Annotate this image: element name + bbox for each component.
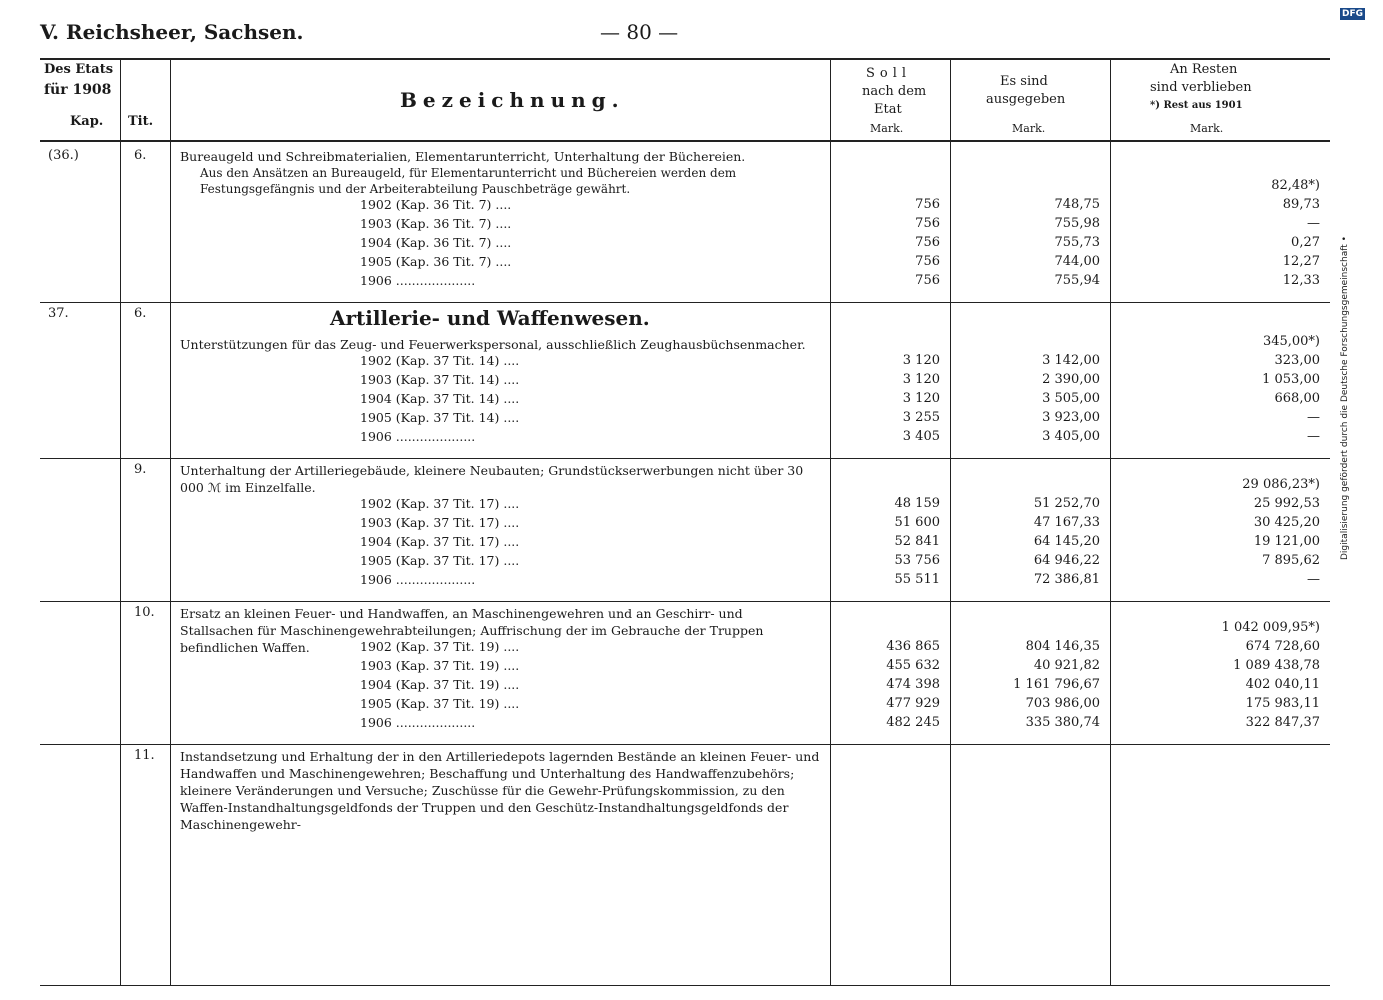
running-head-title: V. Reichsheer, Sachsen. (40, 20, 304, 44)
row-note: Aus den Ansätzen an Bureaugeld, für Elementarunterricht und Büchereien werden dem Festungsgefängnis und der Arbeiterabteilung Pauschbeträge gewährt. (200, 166, 737, 196)
ausgegeben-value: 3 405,00 (1042, 429, 1100, 444)
year-label: 1906 .................... (360, 273, 476, 288)
rest-value: 1 089 438,78 (1233, 658, 1320, 673)
row-description: Unterstützungen für das Zeug- und Feuerwerkspersonal, ausschließlich Zeughausbüchsenmacher. (180, 337, 806, 352)
year-label: 1902 (Kap. 36 Tit. 7) .... (360, 197, 512, 212)
rest-value: 668,00 (1274, 391, 1320, 406)
col-sep-3 (830, 58, 831, 985)
year-label: 1902 (Kap. 37 Tit. 19) .... (360, 639, 520, 654)
ausgegeben-value: 1 161 796,67 (1013, 677, 1100, 692)
rest-carryover: 345,00*) (1262, 334, 1320, 349)
col-sep-4 (950, 58, 951, 985)
year-label: 1904 (Kap. 37 Tit. 17) .... (360, 534, 520, 549)
rest-value: 323,00 (1274, 353, 1320, 368)
ausgegeben-value: 64 145,20 (1033, 534, 1100, 549)
row-kap: (36.) (48, 148, 79, 163)
rest-value: 674 728,60 (1245, 639, 1320, 654)
soll-value: 3 120 (902, 353, 940, 368)
rest-value: — (1307, 216, 1320, 231)
header-mark-4: Mark. (870, 122, 904, 135)
ausgegeben-value: 3 505,00 (1042, 391, 1100, 406)
soll-value: 474 398 (886, 677, 940, 692)
soll-value: 756 (915, 254, 940, 269)
header-fuer-1908: für 1908 (44, 82, 112, 98)
header-nach-dem: nach dem (862, 84, 927, 99)
soll-value: 3 255 (902, 410, 940, 425)
header-kap: Kap. (70, 114, 104, 129)
row-tit: 9. (134, 462, 147, 477)
section-heading: Artillerie- und Waffenwesen. (330, 306, 650, 330)
rest-carryover: 1 042 009,95*) (1221, 620, 1320, 635)
rest-carryover: 82,48*) (1271, 178, 1320, 193)
funding-note: Digitalisierung gefördert durch die Deutsche Forschungsgemeinschaft • (1340, 236, 1350, 560)
col-sep-5 (1110, 58, 1111, 985)
ausgegeben-value: 51 252,70 (1033, 496, 1100, 511)
header-bezeichnung: Bezeichnung. (400, 88, 625, 112)
header-an-resten: An Resten (1170, 62, 1238, 77)
rest-value: 30 425,20 (1253, 515, 1320, 530)
year-label: 1902 (Kap. 37 Tit. 14) .... (360, 353, 520, 368)
row-description: Instandsetzung und Erhaltung der in den Artilleriedepots lagernden Bestände an kleinen Feuer- und Handwaffen und Maschinengewehren; Beschaffung und Unterhaltung des Handwaffenzubehörs; kleinere Veränderungen und Versuche; Zuschüsse für die Gewehr-Prüfungskommission, zu den Waffen-Instandhaltungsgeldfonds der Truppen und den Geschütz-Instandhaltungsgeldfonds der Maschinengewehr- (180, 749, 820, 832)
row-tit: 11. (134, 748, 155, 763)
dfg-logo: DFG (1342, 9, 1364, 19)
soll-value: 756 (915, 197, 940, 212)
header-mark-6: Mark. (1190, 122, 1224, 135)
ausgegeben-value: 335 380,74 (1025, 715, 1100, 730)
soll-value: 455 632 (886, 658, 940, 673)
rest-value: 0,27 (1291, 235, 1320, 250)
col-sep-1 (120, 58, 121, 985)
year-label: 1904 (Kap. 36 Tit. 7) .... (360, 235, 512, 250)
soll-value: 477 929 (886, 696, 940, 711)
header-des-etats: Des Etats (44, 62, 114, 77)
soll-value: 3 405 (902, 429, 940, 444)
ausgegeben-value: 703 986,00 (1025, 696, 1100, 711)
soll-value: 55 511 (894, 572, 940, 587)
rest-value: 12,27 (1282, 254, 1320, 269)
ausgegeben-value: 3 923,00 (1042, 410, 1100, 425)
year-label: 1903 (Kap. 37 Tit. 17) .... (360, 515, 520, 530)
row-description: Bureaugeld und Schreibmaterialien, Elementarunterricht, Unterhaltung der Büchereien. (180, 149, 746, 164)
year-label: 1905 (Kap. 37 Tit. 17) .... (360, 553, 520, 568)
soll-value: 3 120 (902, 391, 940, 406)
soll-value: 48 159 (894, 496, 940, 511)
soll-value: 756 (915, 273, 940, 288)
rest-carryover: 29 086,23*) (1242, 477, 1320, 492)
top-rule (40, 58, 1330, 60)
header-es-sind: Es sind (1000, 74, 1048, 89)
row-description: Ersatz an kleinen Feuer- und Handwaffen, an Maschinengewehren und an Geschirr- und Stallsachen für Maschinengewehrabteilungen; Auffrischung der im Gebrauche der Truppen befindlichen Waffen. (180, 606, 764, 655)
rest-value: 322 847,37 (1245, 715, 1320, 730)
col-sep-2 (170, 58, 171, 985)
page-number: — 80 — (600, 20, 679, 44)
rest-value: — (1307, 429, 1320, 444)
year-label: 1905 (Kap. 37 Tit. 19) .... (360, 696, 520, 711)
row-kap: 37. (48, 306, 69, 321)
year-label: 1904 (Kap. 37 Tit. 14) .... (360, 391, 520, 406)
rest-value: 12,33 (1282, 273, 1320, 288)
row-tit: 10. (134, 605, 155, 620)
rest-value: 1 053,00 (1262, 372, 1320, 387)
year-label: 1906 .................... (360, 572, 476, 587)
row-divider (40, 302, 1330, 303)
ausgegeben-value: 755,98 (1054, 216, 1100, 231)
soll-value: 52 841 (894, 534, 940, 549)
ausgegeben-value: 755,94 (1054, 273, 1100, 288)
rest-value: 89,73 (1282, 197, 1320, 212)
ausgegeben-value: 2 390,00 (1042, 372, 1100, 387)
ausgegeben-value: 47 167,33 (1033, 515, 1100, 530)
soll-value: 51 600 (894, 515, 940, 530)
bottom-rule (40, 985, 1330, 986)
ausgegeben-value: 3 142,00 (1042, 353, 1100, 368)
header-bottom-rule (40, 140, 1330, 142)
ausgegeben-value: 755,73 (1054, 235, 1100, 250)
ausgegeben-value: 72 386,81 (1033, 572, 1100, 587)
soll-value: 436 865 (886, 639, 940, 654)
rest-value: 25 992,53 (1253, 496, 1320, 511)
ausgegeben-value: 40 921,82 (1033, 658, 1100, 673)
soll-value: 482 245 (886, 715, 940, 730)
year-label: 1905 (Kap. 37 Tit. 14) .... (360, 410, 520, 425)
soll-value: 3 120 (902, 372, 940, 387)
ausgegeben-value: 748,75 (1054, 197, 1100, 212)
row-divider (40, 458, 1330, 459)
header-soll: Soll (866, 66, 912, 81)
row-description: Unterhaltung der Artilleriegebäude, kleinere Neubauten; Grundstückserwerbungen nicht über 30 000 ℳ im Einzelfalle. (180, 463, 804, 495)
soll-value: 756 (915, 235, 940, 250)
year-label: 1906 .................... (360, 715, 476, 730)
rest-value: 19 121,00 (1253, 534, 1320, 549)
header-mark-5: Mark. (1012, 122, 1046, 135)
header-ausgegeben: ausgegeben (986, 92, 1066, 107)
header-etat: Etat (874, 102, 902, 117)
rest-value: — (1307, 410, 1320, 425)
year-label: 1906 .................... (360, 429, 476, 444)
soll-value: 53 756 (894, 553, 940, 568)
soll-value: 756 (915, 216, 940, 231)
year-label: 1905 (Kap. 36 Tit. 7) .... (360, 254, 512, 269)
rest-value: 175 983,11 (1245, 696, 1320, 711)
rest-value: — (1307, 572, 1320, 587)
rest-value: 7 895,62 (1262, 553, 1320, 568)
header-sind-verblieben: sind verblieben (1150, 80, 1252, 95)
row-tit: 6. (134, 306, 147, 321)
header-rest-note: *) Rest aus 1901 (1150, 100, 1243, 111)
year-label: 1903 (Kap. 37 Tit. 14) .... (360, 372, 520, 387)
year-label: 1903 (Kap. 37 Tit. 19) .... (360, 658, 520, 673)
header-tit: Tit. (128, 114, 154, 129)
year-label: 1904 (Kap. 37 Tit. 19) .... (360, 677, 520, 692)
row-divider (40, 601, 1330, 602)
year-label: 1902 (Kap. 37 Tit. 17) .... (360, 496, 520, 511)
ausgegeben-value: 64 946,22 (1033, 553, 1100, 568)
rest-value: 402 040,11 (1245, 677, 1320, 692)
row-tit: 6. (134, 148, 147, 163)
ausgegeben-value: 804 146,35 (1025, 639, 1100, 654)
ausgegeben-value: 744,00 (1054, 254, 1100, 269)
row-divider (40, 744, 1330, 745)
year-label: 1903 (Kap. 36 Tit. 7) .... (360, 216, 512, 231)
